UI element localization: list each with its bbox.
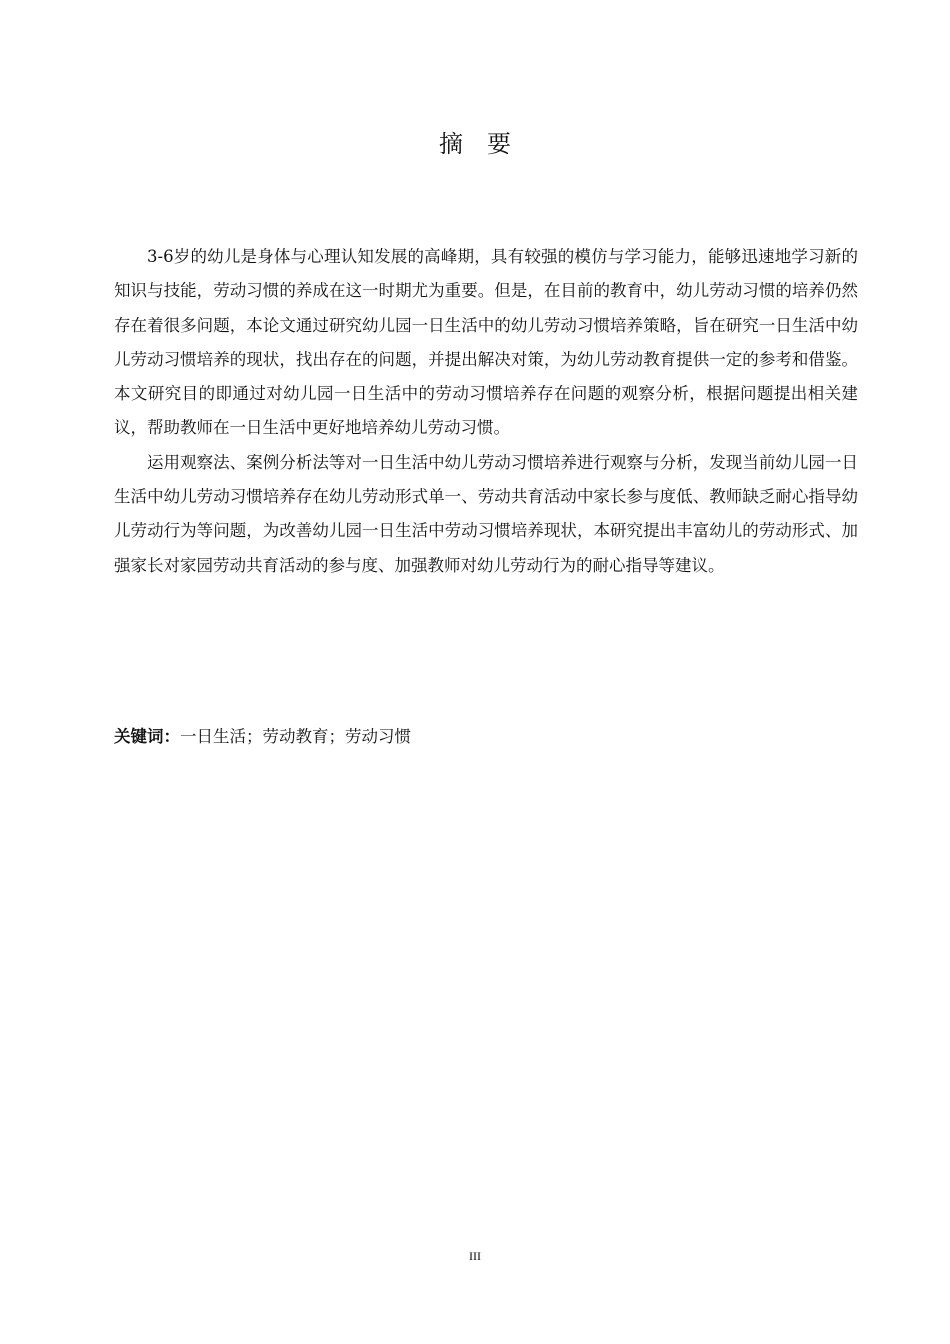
abstract-body	[114, 240, 858, 583]
keywords-label: 关键词：	[114, 727, 180, 746]
abstract-title: 摘要	[439, 130, 535, 158]
keywords-line	[114, 722, 411, 752]
abstract-paragraph-2: 运用观察法、案例分析法等对一日生活中幼儿劳动习惯培养进行观察与分析，发现当前幼儿园一日生活中幼儿劳动习惯培养存在幼儿劳动形式单一、劳动共育活动中家长参与度低、教师缺乏耐心指导幼儿劳动行为等问题，为改善幼儿园一日生活中劳动习惯培养现状，本研究提出丰富幼儿的劳动形式、加强家长对家园劳动共育活动的参与度、加强教师对幼儿劳动行为的耐心指导等建议。	[114, 452, 858, 575]
page-number: III	[469, 1249, 481, 1263]
abstract-paragraph-1: 3-6岁的幼儿是身体与心理认知发展的高峰期，具有较强的模仿与学习能力，能够迅速地学习新的知识与技能，劳动习惯的养成在这一时期尤为重要。但是，在目前的教育中，幼儿劳动习惯的培养仍然存在着很多问题，本论文通过研究幼儿园一日生活中的幼儿劳动习惯培养策略，旨在研究一日生活中幼儿劳动习惯培养的现状，找出存在的问题，并提出解决对策，为幼儿劳动教育提供一定的参考和借鉴。本文研究目的即通过对幼儿园一日生活中的劳动习惯培养存在问题的观察分析，根据问题提出相关建议，帮助教师在一日生活中更好地培养幼儿劳动习惯。	[114, 247, 858, 438]
keywords-value: 一日生活；劳动教育；劳动习惯	[180, 727, 411, 746]
